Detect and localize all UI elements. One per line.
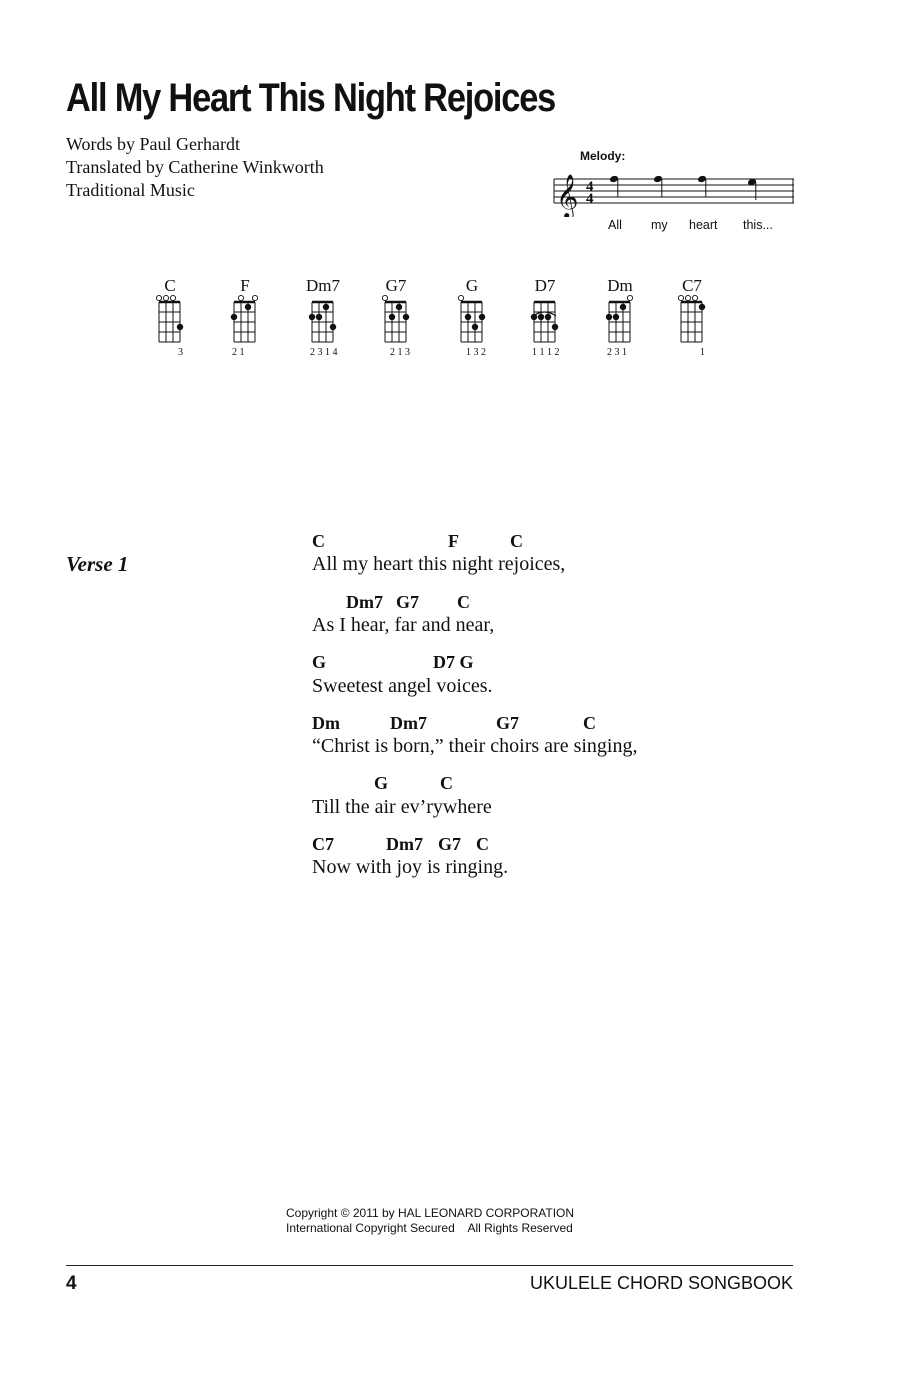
finger-dot bbox=[465, 314, 471, 320]
chord-diagram-name: C bbox=[164, 276, 176, 295]
open-string-marker bbox=[382, 295, 387, 300]
chord-fingering: 2 3 1 bbox=[607, 347, 627, 358]
lyric-line: Now with joy is ringing. bbox=[312, 856, 509, 878]
finger-dot bbox=[479, 314, 485, 320]
chord-diagram-g7 bbox=[366, 276, 426, 366]
song-title: All My Heart This Night Rejoices bbox=[66, 76, 556, 120]
open-string-marker bbox=[685, 295, 690, 300]
chord-symbol: G7 bbox=[396, 592, 420, 612]
chord-symbol: Dm7 bbox=[386, 834, 423, 854]
chord-symbol: Dm7 bbox=[346, 592, 383, 612]
chord-symbol: D7 G bbox=[433, 652, 474, 672]
svg-text:4: 4 bbox=[586, 191, 594, 207]
open-string-marker bbox=[627, 295, 632, 300]
fretboard-grid bbox=[456, 294, 490, 348]
finger-dot bbox=[396, 304, 402, 310]
lyric-line: As I hear, far and near, bbox=[312, 614, 495, 636]
chord-symbol: C bbox=[440, 773, 453, 793]
chord-symbol: G7 bbox=[438, 834, 462, 854]
fretboard-grid bbox=[676, 294, 710, 348]
lyric-line: Till the air ev’rywhere bbox=[312, 796, 492, 818]
chord-fingering: 3 bbox=[178, 347, 183, 358]
melody-label: Melody: bbox=[580, 149, 626, 163]
chord-symbol: F bbox=[448, 531, 459, 551]
melody-snippet bbox=[550, 147, 800, 237]
chord-diagram-f bbox=[215, 276, 275, 366]
finger-dot bbox=[613, 314, 619, 320]
chord-row bbox=[312, 773, 712, 795]
fretboard-grid bbox=[154, 294, 188, 348]
lyric-line: “Christ is born,” their choirs are singing, bbox=[312, 735, 638, 757]
open-string-marker bbox=[170, 295, 175, 300]
finger-dot bbox=[389, 314, 395, 320]
chord-diagram-dm bbox=[590, 276, 650, 366]
credit-music: Traditional Music bbox=[66, 180, 195, 200]
chord-symbol: Dm bbox=[312, 713, 340, 733]
page-number: 4 bbox=[66, 1273, 77, 1294]
open-string-marker bbox=[678, 295, 683, 300]
chord-fingering: 2 3 1 4 bbox=[310, 347, 338, 358]
finger-dot bbox=[231, 314, 237, 320]
chord-symbol: C bbox=[583, 713, 596, 733]
melody-lyric: this... bbox=[743, 218, 773, 232]
chord-diagram-g bbox=[442, 276, 502, 366]
chord-symbol: C bbox=[457, 592, 470, 612]
finger-dot bbox=[309, 314, 315, 320]
chord-row bbox=[312, 834, 712, 856]
chord-row bbox=[312, 531, 712, 553]
fretboard-grid bbox=[307, 294, 341, 348]
chord-diagram-name: G bbox=[465, 276, 479, 295]
chord-diagram-name: Dm7 bbox=[306, 276, 340, 295]
chord-symbol: C bbox=[476, 834, 489, 854]
chord-row bbox=[312, 652, 712, 674]
finger-dot bbox=[403, 314, 409, 320]
chord-diagram-d7 bbox=[515, 276, 575, 366]
chord-symbol: C7 bbox=[312, 834, 334, 854]
chord-symbol: C bbox=[510, 531, 523, 551]
chord-fingering: 1 1 1 2 bbox=[532, 347, 560, 358]
svg-text:4: 4 bbox=[586, 179, 594, 195]
open-string-marker bbox=[458, 295, 463, 300]
finger-dot bbox=[177, 324, 183, 330]
treble-clef-icon: 𝄞 bbox=[556, 174, 579, 217]
melody-lyric: All bbox=[608, 218, 622, 232]
finger-dot bbox=[538, 314, 544, 320]
open-string-marker bbox=[163, 295, 168, 300]
finger-dot bbox=[323, 304, 329, 310]
chord-diagram-name: Dm bbox=[607, 276, 633, 295]
lyric-line: All my heart this night rejoices, bbox=[312, 553, 566, 575]
chord-diagram-name: G7 bbox=[385, 276, 407, 295]
credit-words: Words by Paul Gerhardt bbox=[66, 134, 241, 154]
fretboard-grid bbox=[529, 294, 563, 348]
finger-dot bbox=[531, 314, 537, 320]
chord-diagram-dm7 bbox=[293, 276, 353, 366]
copyright-rights: International Copyright Secured All Rights Reserved bbox=[286, 1221, 573, 1235]
credit-translation: Translated by Catherine Winkworth bbox=[66, 157, 324, 177]
time-signature bbox=[586, 179, 594, 207]
finger-dot bbox=[330, 324, 336, 330]
chord-fingering: 1 3 2 bbox=[466, 347, 486, 358]
melody-lyric: heart bbox=[689, 218, 718, 232]
finger-dot bbox=[606, 314, 612, 320]
chord-row bbox=[312, 592, 712, 614]
chord-diagram-c bbox=[140, 276, 200, 366]
melody-lyric: my bbox=[651, 218, 668, 232]
chord-diagram-name: D7 bbox=[534, 276, 556, 295]
copyright-line: Copyright © 2011 by HAL LEONARD CORPORATION bbox=[286, 1206, 575, 1220]
finger-dot bbox=[316, 314, 322, 320]
finger-dot bbox=[552, 324, 558, 330]
lyric-line: Sweetest angel voices. bbox=[312, 675, 493, 697]
finger-dot bbox=[472, 324, 478, 330]
finger-dot bbox=[545, 314, 551, 320]
open-string-marker bbox=[692, 295, 697, 300]
section-label: Verse 1 bbox=[66, 552, 129, 576]
fretboard-grid bbox=[380, 294, 414, 348]
finger-dot bbox=[620, 304, 626, 310]
chord-diagram-c7 bbox=[662, 276, 722, 366]
melody-staff bbox=[550, 167, 800, 217]
chord-diagram-name: C7 bbox=[682, 276, 702, 295]
book-title: UKULELE CHORD SONGBOOK bbox=[530, 1273, 794, 1293]
chord-symbol: Dm7 bbox=[390, 713, 427, 733]
open-string-marker bbox=[238, 295, 243, 300]
finger-dot bbox=[245, 304, 251, 310]
chord-diagram-name: F bbox=[240, 276, 250, 295]
fretboard-grid bbox=[604, 294, 638, 348]
open-string-marker bbox=[156, 295, 161, 300]
finger-dot bbox=[699, 304, 705, 310]
fretboard-grid bbox=[229, 294, 263, 348]
chord-row bbox=[312, 713, 712, 735]
chord-symbol: G bbox=[312, 652, 327, 672]
chord-symbol: G7 bbox=[496, 713, 520, 733]
footer-divider bbox=[66, 1265, 793, 1266]
chord-symbol: C bbox=[312, 531, 325, 551]
chord-symbol: G bbox=[374, 773, 389, 793]
chord-fingering: 2 1 3 bbox=[390, 347, 410, 358]
open-string-marker bbox=[252, 295, 257, 300]
chord-fingering: 1 bbox=[700, 347, 705, 358]
chord-fingering: 2 1 bbox=[232, 347, 245, 358]
